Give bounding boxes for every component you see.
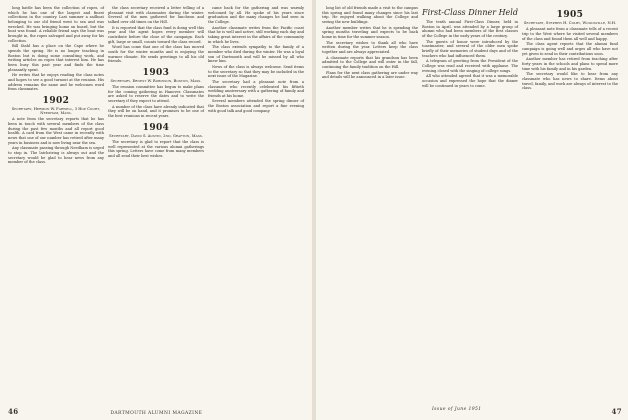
- page-number: 47: [611, 407, 622, 416]
- paragraph: The secretary is glad to report that the class is well represented at the various alumni gatherings this spring. Letters have come from many members and all send their best wishes.: [108, 140, 204, 159]
- left-page: [0, 0, 312, 420]
- paragraph: came back for the gathering and was warmly welcomed by all. He spoke of his years since graduation and the many changes he had seen in the College.: [208, 6, 304, 24]
- paragraph: Another member writes that he is spending the spring months traveling and expects to be back home in time for the summer season.: [322, 25, 418, 39]
- paragraph: long battle has been the collection of ropes, of which he has one of the largest and finest collections in the country. Last summer a sailboat belonging to our old friend went to sea and was wrecked. He was bringing home on board, but the boat was found. A reliable friend says the boat was brought in, the ropes salvaged and put away for his collection.: [8, 6, 104, 43]
- left-column-3: [208, 6, 304, 114]
- issue-date: Issue of June 1951: [432, 407, 482, 412]
- paragraph: News of the class is always welcome. Send items to the secretary so that they may be included in the next issue of the Magazine.: [208, 64, 304, 79]
- paragraph: The secretary wishes to thank all who have written during the year. Letters keep the class together and are always appreciated.: [322, 40, 418, 54]
- paragraph: A number of the class have already indicated that they will be on hand, and it promises to be one of the best reunions in recent years.: [108, 104, 204, 119]
- paragraph: It is reported that the class fund is doing well this year and the agent hopes every member will contribute before the close of the campaign. Each gift, large or small, counts toward the class record.: [108, 25, 204, 44]
- paragraph: The class extends sympathy to the family of a member who died during the winter. He was a loyal son of Dartmouth and will be missed by all who knew him.: [208, 45, 304, 64]
- paragraph: The reunion committee has begun to make plans for the coming gathering in Hanover. Classmates are asked to reserve the dates and to write the secretary if they expect to attend.: [108, 85, 204, 104]
- feature-headline: First-Class Dinner Held: [422, 8, 518, 17]
- paragraph: Another classmate writes from the Pacific coast that he is well and active, still working each day and taking great interest in the affairs of the community in which he lives.: [208, 25, 304, 44]
- class-year-heading: 1905: [556, 10, 584, 20]
- left-col1-text: [8, 6, 104, 92]
- paragraph: A telegram of greeting from the President of the College was read and received with applause. The evening closed with the singing of college songs.: [422, 59, 518, 73]
- left-column-2: [108, 6, 204, 160]
- paragraph: Bill Stahl has a place on the Cape where he spends the spring. He is no longer teaching in Boston but is doing some consulting work, and writing articles on ropes that interest him. He has been busy this past year and finds the time pleasantly spent.: [8, 44, 104, 72]
- paragraph: the class secretary received a letter telling of a pleasant visit with classmates during the winter. Several of the men gathered for luncheon and talked over old times on the Hill.: [108, 6, 204, 24]
- class-secretary-line: Secretary, David S. Austin, 2nd, Grafton, Mass.: [109, 133, 203, 138]
- paragraph: A pleasant note from a classmate tells of a recent trip to the West where he visited several members of the class and found them all well and happy.: [522, 27, 618, 41]
- right-page-footer: [322, 407, 622, 416]
- left-page-footer: [8, 407, 304, 416]
- paragraph: A note from the secretary reports that he has been in touch with several members of the class during the past few months and all report good health. A card from the West came in recently with news that one of our number has retired after many years in business and is now living near the sea.: [8, 117, 104, 145]
- paragraph: The secretary had a pleasant note from a classmate who recently celebrated his fiftieth wedding anniversary with a gathering of family and friends at his home.: [208, 79, 304, 98]
- paragraph: long list of old friends made a visit to the campus this spring and found many changes since his last trip. He enjoyed walking about the College and seeing the new buildings.: [322, 6, 418, 24]
- paragraph: The secretary would like to hear from any classmate who has news to share. Items about travel, family, and work are always of interest to the class.: [522, 72, 618, 91]
- class-secretary-line: Secretary, Hermon W. Farwell, 3 Hop Court, Needham, Mass.: [11, 106, 101, 116]
- paragraph: He writes that he enjoys reading the class notes and hopes to see a good turnout at the reunion. His address remains the same and he welcomes word from classmates.: [8, 73, 104, 92]
- paragraph: A classmate reports that his grandson has been admitted to the College and will enter in the fall, continuing the family tradition on the Hill.: [322, 55, 418, 69]
- class-year-heading: 1902: [42, 95, 70, 106]
- right-column-3: [522, 6, 618, 92]
- paragraph: The guests of honor were introduced by the toastmaster, and several of the older men spoke briefly of their memories of student days and of the teachers who had influenced them.: [422, 39, 518, 58]
- page-number: 46: [8, 407, 19, 416]
- right-column-2: [422, 6, 518, 89]
- class-year-heading: 1903: [142, 67, 170, 78]
- class-secretary-line: Secretary, Stephen H. Colby, Woodsville, N.H.: [523, 21, 617, 25]
- paragraph: All who attended agreed that it was a memorable occasion and expressed the hope that the dinner will be continued in years to come.: [422, 74, 518, 88]
- paragraph: Any classmate passing through Needham is urged to stop in. The latchstring is always out and the secretary would be glad to hear news from any member of the class.: [8, 146, 104, 165]
- paragraph: Several members attended the spring dinner of the Boston association and report a fine evening with good talk and good company.: [208, 99, 304, 113]
- paragraph: Plans for the next class gathering are under way and details will be announced in a later issue.: [322, 70, 418, 80]
- paragraph: Another member has retired from teaching after forty years in the schools and plans to spend more time with his family and in his garden.: [522, 57, 618, 71]
- right-page: [316, 0, 628, 420]
- magazine-title: DARTMOUTH ALUMNI MAGAZINE: [110, 411, 203, 416]
- paragraph: The class agent reports that the alumni fund campaign is going well and urges all who have not yet given to send in their contributions soon.: [522, 42, 618, 56]
- class-secretary-line: Secretary, Ernest W. Robinson, Boston, Mass.: [110, 78, 202, 83]
- left-column-1: [8, 6, 104, 166]
- right-column-1: [322, 6, 418, 81]
- paragraph: Word has come that one of the class has moved south for the winter months and is enjoying the warmer climate. He sends greetings to all his old friends.: [108, 45, 204, 64]
- class-year-heading: 1904: [142, 122, 170, 133]
- paragraph: The tenth annual First-Class Dinner, held in Boston in April, was attended by a large group of alumni who had been members of the first classes of the College in the early years of the century.: [422, 20, 518, 38]
